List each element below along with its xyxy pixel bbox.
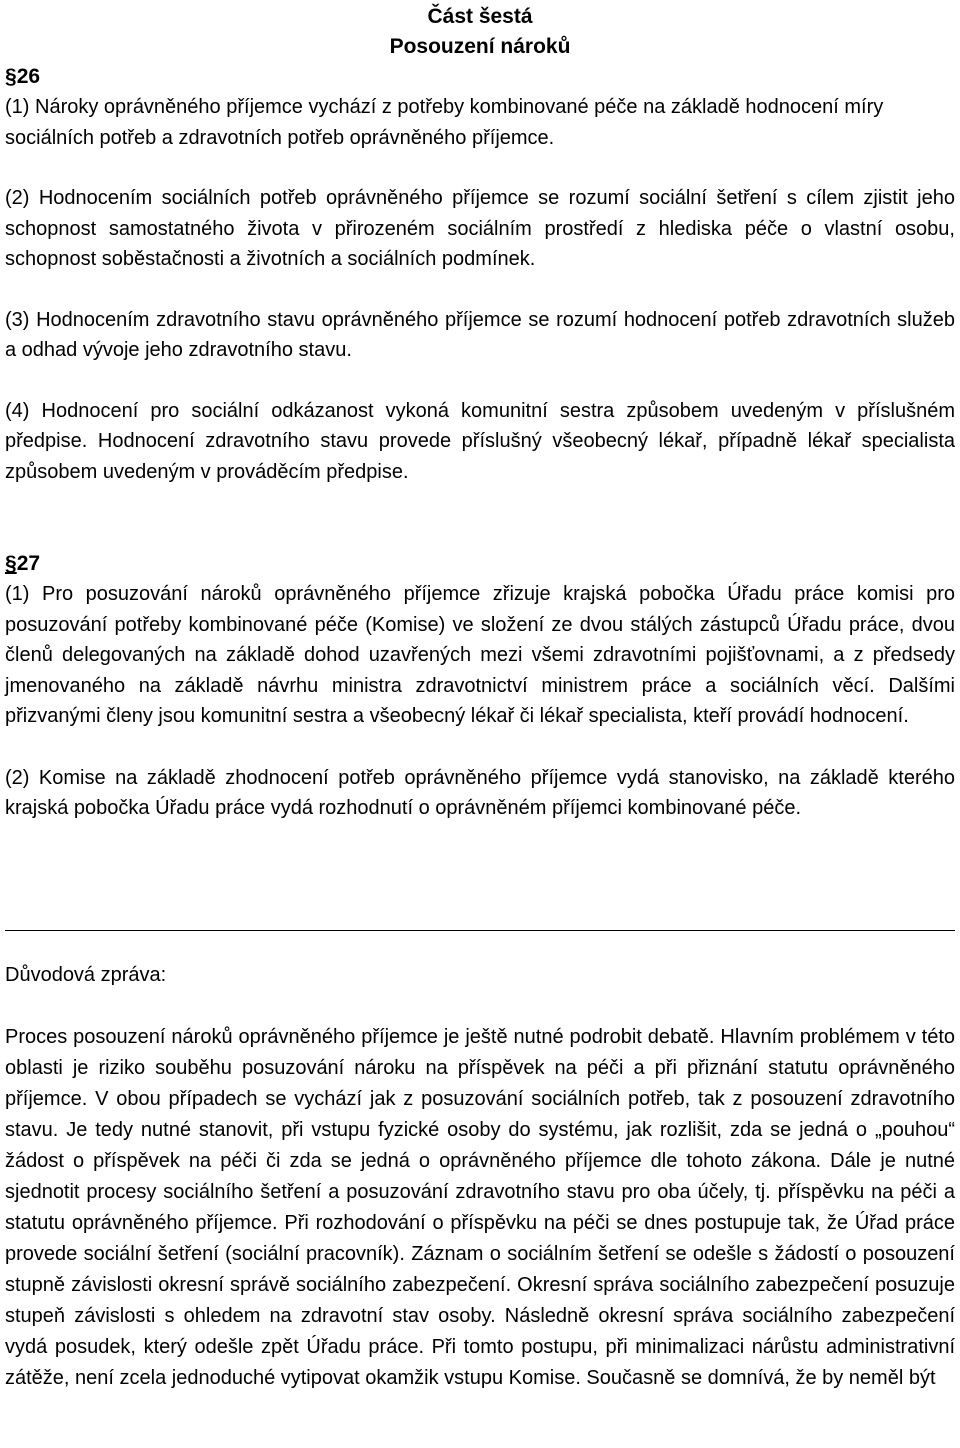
section-27-number: §27 bbox=[5, 552, 41, 575]
document-page bbox=[5, 2, 955, 824]
part-title: Část šestá bbox=[427, 5, 533, 28]
section-26-paragraph-4: (4) Hodnocení pro sociální odkázanost vykoná komunitní sestra způsobem uvedeným v příslušném předpise. Hodnocení zdravotního stavu provede příslušný všeobecný lékař, případně lékař specialista způsobem uvedeným v prováděcím předpise. bbox=[5, 399, 955, 483]
section-26-paragraph-2: (2) Hodnocením sociálních potřeb oprávněného příjemce se rozumí sociální šetření s cílem zjistit jeho schopnost samostatného života v přirozeném sociálním prostředí z hlediska péče o vlastní osobu, schopnost soběstačnosti a životních a sociálních podmínek. bbox=[5, 187, 955, 270]
section-26-paragraph-3: (3) Hodnocením zdravotního stavu oprávněného příjemce se rozumí hodnocení potřeb zdravotních služeb a odhad vývoje jeho zdravotního stavu. bbox=[5, 308, 955, 361]
report-body: Proces posouzení nároků oprávněného příjemce je ještě nutné podrobit debatě. Hlavním problémem v této oblasti je riziko souběhu posuzování nároku na příspěvek na péči a při přiznání statutu oprávněného příjemce. V obou případech se vychází jak z posuzování sociálních potřeb, tak z posouzení zdravotního stavu. Je tedy nutné stanovit, při vstupu fyzické osoby do systému, jak rozlišit, zda se jedná o „pouhou“ žádost o příspěvek na péči či zda se jedná o oprávněného příjemce dle tohoto zákona. Dále je nutné sjednotit procesy sociálního šetření a posuzování zdravotního stavu pro oba účely, tj. příspěvku na péči a statutu oprávněného příjemce. Při rozhodování o příspěvku na péči se dnes postupuje tak, že Úřad práce provede sociální šetření (sociální pracovník). Záznam o sociálním šetření se odešle s žádostí o posouzení stupně závislosti okresní správě sociálního zabezpečení. Okresní správa sociálního zabezpečení posuzuje stupeň závislosti s ohledem na zdravotní stav osoby. Následně okresní správa sociálního zabezpečení vydá posudek, který odešle zpět Úřadu práce. Při tomto postupu, při minimalizaci nárůstu administrativní zátěže, není zcela jednoduché vytipovat okamžik vstupu Komise. Současně se domnívá, že by neměl být bbox=[5, 1026, 955, 1389]
horizontal-divider bbox=[5, 930, 955, 931]
section-26-paragraph-1: (1) Nároky oprávněného příjemce vychází z potřeby kombinované péče na základě hodnocení míry sociálních potřeb a zdravotních potřeb oprávněného příjemce. bbox=[5, 96, 884, 149]
section-27-paragraph-1: (1) Pro posuzování nároků oprávněného příjemce zřizuje krajská pobočka Úřadu práce komisi pro posuzování potřeby kombinované péče (Komise) ve složení ze dvou stálých zástupců Úřadu práce, dvou členů delegovaných na základě dohod uzavřených mezi všemi zdravotními pojišťovnami, a z předsedy jmenovaného na základě návrhu ministra zdravotnictví ministrem práce a sociálních věcí. Dalšími přizvanými členy jsou komunitní sestra a všeobecný lékař či lékař specialista, kteří provádí hodnocení. bbox=[5, 583, 955, 727]
section-26-number: §26 bbox=[5, 65, 41, 88]
report-title: Důvodová zpráva: bbox=[5, 964, 167, 986]
section-symbol: § bbox=[5, 65, 17, 88]
section-27-paragraph-2: (2) Komise na základě zhodnocení potřeb oprávněného příjemce vydá stanovisko, na základě kterého krajská pobočka Úřadu práce vydá rozhodnutí o oprávněném příjemci kombinované péče. bbox=[5, 766, 955, 819]
section-symbol: § bbox=[5, 552, 17, 575]
part-subtitle: Posouzení nároků bbox=[389, 35, 571, 58]
